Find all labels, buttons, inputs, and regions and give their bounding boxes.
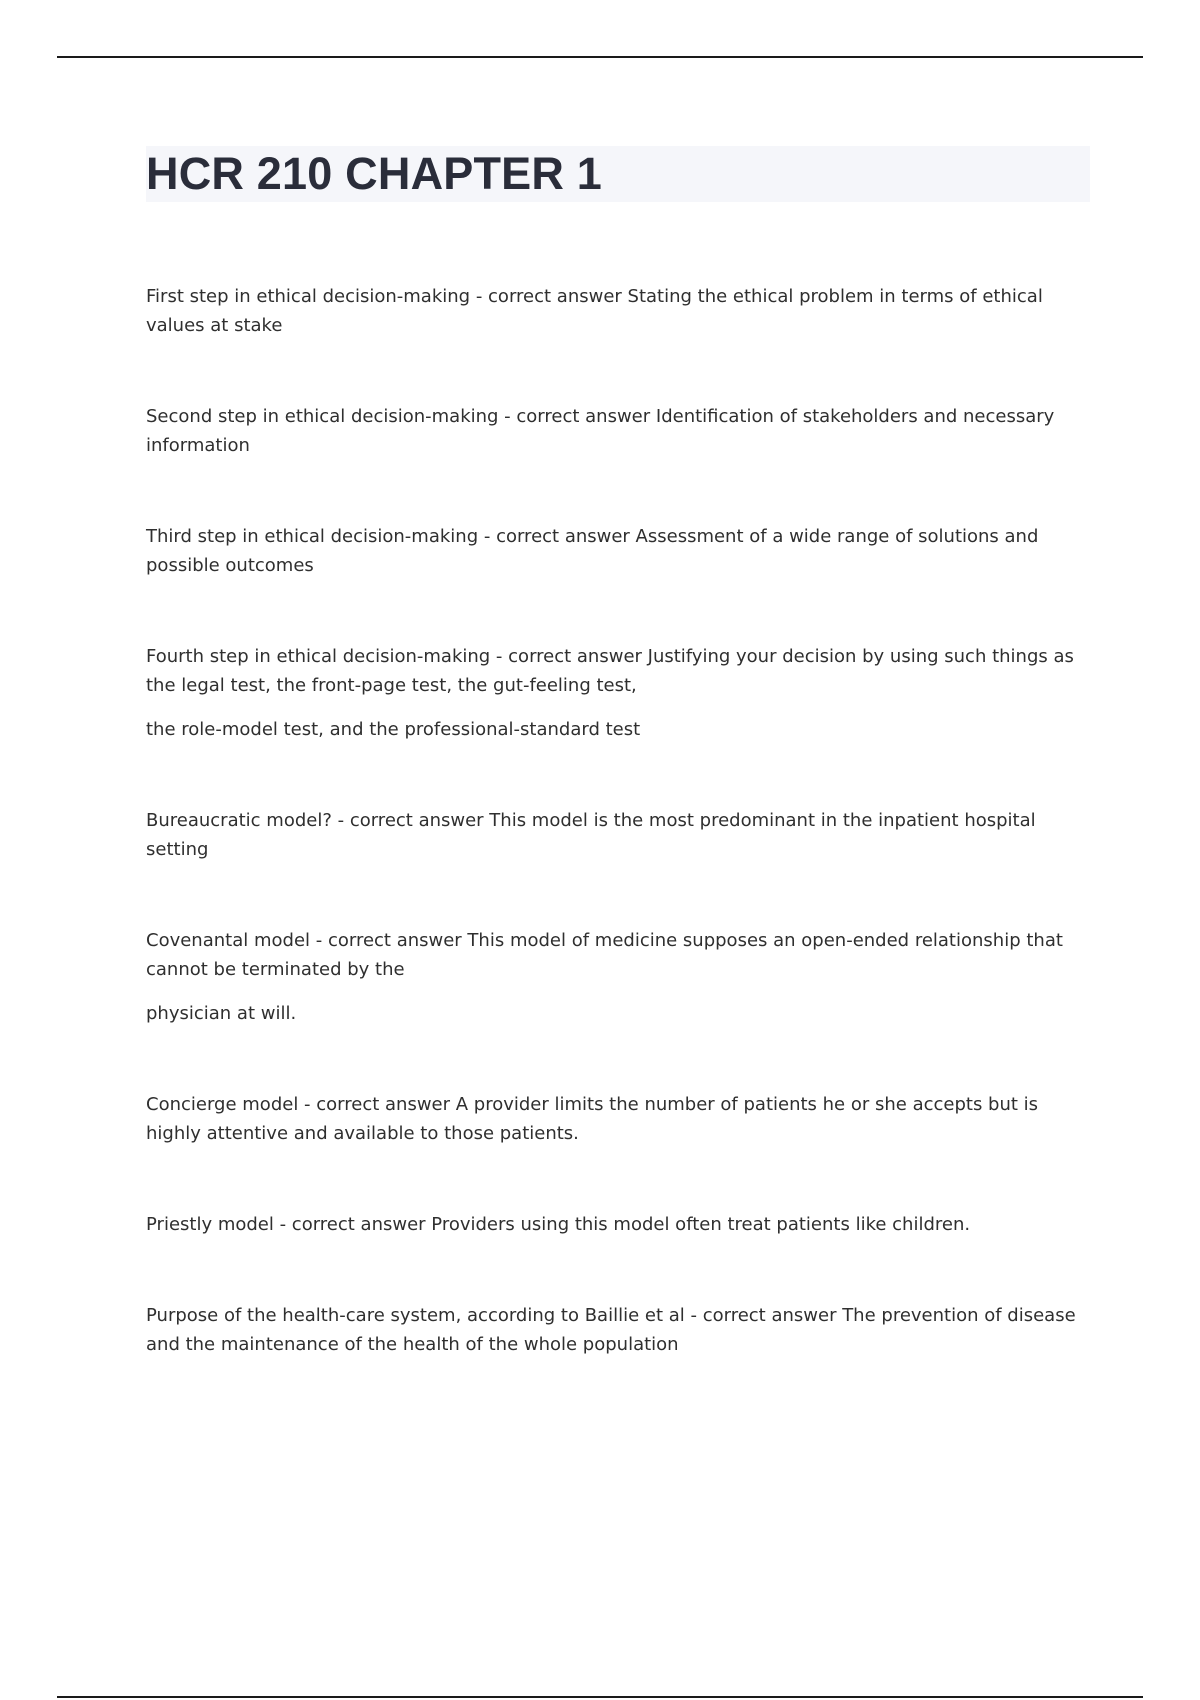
qa-text: Third step in ethical decision-making - correct answer Assessment of a wide range of solutions and possible outcomes (146, 526, 1039, 576)
qa-item (146, 402, 1090, 460)
qa-item (146, 522, 1090, 580)
qa-text: Concierge model - correct answer A provider limits the number of patients he or she accepts but is highly attentive and available to those patients. (146, 1094, 1039, 1144)
qa-list (146, 282, 1090, 1359)
qa-text-continued: physician at will. (146, 1003, 297, 1024)
top-rule (57, 56, 1143, 58)
qa-text: Second step in ethical decision-making - correct answer Identification of stakeholders and necessary information (146, 406, 1055, 456)
qa-item (146, 1090, 1090, 1148)
qa-item (146, 282, 1090, 340)
qa-text: Bureaucratic model? - correct answer This model is the most predominant in the inpatient hospital setting (146, 810, 1036, 860)
page-title: HCR 210 CHAPTER 1 (146, 148, 603, 199)
qa-text-continued: the role-model test, and the professional-standard test (146, 719, 641, 740)
qa-text: First step in ethical decision-making - correct answer Stating the ethical problem in terms of ethical values at stake (146, 286, 1043, 336)
bottom-rule (57, 1696, 1143, 1698)
qa-item (146, 1210, 1090, 1239)
qa-text: Fourth step in ethical decision-making - correct answer Justifying your decision by using such things as the legal test, the front-page test, the gut-feeling test, (146, 646, 1074, 696)
qa-text: Covenantal model - correct answer This model of medicine supposes an open-ended relationship that cannot be terminated by the (146, 930, 1063, 980)
qa-text: Purpose of the health-care system, according to Baillie et al - correct answer The prevention of disease and the maintenance of the health of the whole population (146, 1305, 1076, 1355)
qa-text: Priestly model - correct answer Providers using this model often treat patients like children. (146, 1214, 971, 1235)
page-content (146, 146, 1090, 1421)
title-band (146, 146, 1090, 202)
qa-item (146, 926, 1090, 1028)
qa-item (146, 1301, 1090, 1359)
qa-item (146, 642, 1090, 744)
qa-item (146, 806, 1090, 864)
